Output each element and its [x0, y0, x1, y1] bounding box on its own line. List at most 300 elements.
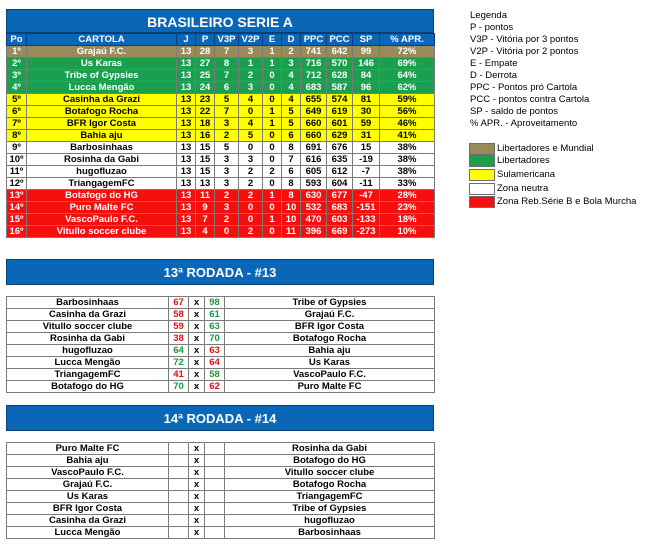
standings-cell-pos: 9º	[7, 142, 27, 154]
standings-cell-name: Bahia aju	[27, 130, 177, 142]
vs-separator: x	[189, 345, 205, 357]
standings-cell-pcc: 570	[327, 58, 353, 70]
column-header: D	[282, 34, 301, 46]
standings-cell-p: 13	[196, 178, 215, 190]
vs-separator: x	[189, 455, 205, 467]
standings-cell-sp: -273	[353, 226, 380, 238]
standings-cell-v3p: 7	[215, 70, 239, 82]
standings-cell-d: 7	[282, 154, 301, 166]
home-team: Lucca Mengão	[7, 357, 169, 369]
match-row	[7, 369, 435, 381]
standings-header-row	[7, 34, 435, 46]
standings-cell-p: 9	[196, 202, 215, 214]
home-team: hugofluzao	[7, 345, 169, 357]
home-team: Casinha da Grazi	[7, 309, 169, 321]
standings-cell-v2p: 2	[239, 166, 263, 178]
home-score	[169, 467, 189, 479]
standings-cell-p: 11	[196, 190, 215, 202]
vs-separator: x	[189, 357, 205, 369]
standings-cell-ppc: 716	[301, 58, 327, 70]
standings-cell-pcc: 628	[327, 70, 353, 82]
standings-cell-pcc: 683	[327, 202, 353, 214]
zone-swatch-relegation	[469, 196, 495, 208]
standings-cell-sp: 96	[353, 82, 380, 94]
standings-cell-ppc: 660	[301, 130, 327, 142]
standings-cell-sp: -7	[353, 166, 380, 178]
legend-item: SP - saldo de pontos	[470, 106, 559, 117]
standings-cell-name: VascoPaulo F.C.	[27, 214, 177, 226]
column-header: J	[177, 34, 196, 46]
column-header: PPC	[301, 34, 327, 46]
standings-cell-j: 13	[177, 154, 196, 166]
standings-cell-j: 13	[177, 166, 196, 178]
home-score: 38	[169, 333, 189, 345]
standings-cell-p: 27	[196, 58, 215, 70]
standings-cell-e: 1	[263, 106, 282, 118]
round-13-title: 13ª RODADA - #13	[6, 259, 434, 285]
standings-cell-name: Rosinha da Gabi	[27, 154, 177, 166]
standings-cell-sp: 146	[353, 58, 380, 70]
standings-cell-name: Us Karas	[27, 58, 177, 70]
home-score: 72	[169, 357, 189, 369]
standings-cell-pos: 12º	[7, 178, 27, 190]
standings-cell-e: 0	[263, 130, 282, 142]
standings-cell-v3p: 3	[215, 202, 239, 214]
zone-label: Zona Reb.Série B e Bola Murcha	[497, 196, 637, 207]
standings-cell-name: Tribe of Gypsies	[27, 70, 177, 82]
match-row	[7, 321, 435, 333]
zone-swatch-neutral	[469, 183, 495, 195]
standings-cell-v2p: 1	[239, 58, 263, 70]
standings-row	[7, 82, 435, 94]
away-score	[205, 503, 225, 515]
standings-cell-sp: -47	[353, 190, 380, 202]
standings-cell-apr: 72%	[380, 46, 435, 58]
standings-cell-name: Botafogo do HG	[27, 190, 177, 202]
standings-cell-ppc: 712	[301, 70, 327, 82]
match-row	[7, 467, 435, 479]
match-row	[7, 333, 435, 345]
round-14-table	[6, 442, 435, 539]
zone-label: Zona neutra	[497, 183, 549, 194]
standings-cell-p: 15	[196, 154, 215, 166]
legend-item: PCC - pontos contra Cartola	[470, 94, 590, 105]
standings-cell-v3p: 5	[215, 142, 239, 154]
home-score	[169, 443, 189, 455]
standings-cell-ppc: 593	[301, 178, 327, 190]
home-team: TriangagemFC	[7, 369, 169, 381]
standings-cell-sp: -19	[353, 154, 380, 166]
standings-cell-v3p: 3	[215, 178, 239, 190]
standings-row	[7, 118, 435, 130]
standings-cell-v2p: 4	[239, 94, 263, 106]
home-score: 67	[169, 297, 189, 309]
standings-row	[7, 142, 435, 154]
standings-cell-d: 8	[282, 178, 301, 190]
standings-cell-e: 0	[263, 202, 282, 214]
home-team: VascoPaulo F.C.	[7, 467, 169, 479]
standings-cell-pcc: 604	[327, 178, 353, 190]
standings-cell-pcc: 635	[327, 154, 353, 166]
standings-cell-j: 13	[177, 142, 196, 154]
standings-cell-name: Vitullo soccer clube	[27, 226, 177, 238]
standings-table	[6, 33, 435, 238]
standings-cell-e: 1	[263, 58, 282, 70]
home-team: Rosinha da Gabi	[7, 333, 169, 345]
standings-cell-v2p: 0	[239, 214, 263, 226]
standings-cell-pcc: 619	[327, 106, 353, 118]
standings-cell-pos: 4º	[7, 82, 27, 94]
zone-swatch-libertadores	[469, 155, 495, 167]
standings-cell-v2p: 4	[239, 118, 263, 130]
round-14-title: 14ª RODADA - #14	[6, 405, 434, 431]
home-score	[169, 491, 189, 503]
standings-cell-v2p: 0	[239, 202, 263, 214]
away-team: Barbosinhaas	[225, 527, 435, 539]
standings-cell-ppc: 655	[301, 94, 327, 106]
standings-cell-d: 4	[282, 70, 301, 82]
standings-row	[7, 106, 435, 118]
standings-row	[7, 70, 435, 82]
away-score	[205, 491, 225, 503]
match-row	[7, 455, 435, 467]
standings-cell-e: 0	[263, 94, 282, 106]
away-score	[205, 515, 225, 527]
standings-cell-j: 13	[177, 106, 196, 118]
home-score	[169, 455, 189, 467]
standings-cell-pos: 16º	[7, 226, 27, 238]
home-score: 70	[169, 381, 189, 393]
column-header: PCC	[327, 34, 353, 46]
standings-cell-apr: 62%	[380, 82, 435, 94]
standings-cell-d: 6	[282, 166, 301, 178]
away-score: 63	[205, 321, 225, 333]
zone-label: Libertadores e Mundial	[497, 143, 594, 154]
column-header: V3P	[215, 34, 239, 46]
away-score: 98	[205, 297, 225, 309]
standings-cell-e: 0	[263, 70, 282, 82]
standings-cell-v2p: 0	[239, 106, 263, 118]
standings-cell-j: 13	[177, 94, 196, 106]
standings-cell-d: 2	[282, 46, 301, 58]
away-score: 63	[205, 345, 225, 357]
match-row	[7, 345, 435, 357]
standings-cell-e: 1	[263, 190, 282, 202]
standings-cell-ppc: 660	[301, 118, 327, 130]
standings-cell-pos: 10º	[7, 154, 27, 166]
standings-cell-sp: 59	[353, 118, 380, 130]
away-team: Puro Malte FC	[225, 381, 435, 393]
zone-label: Libertadores	[497, 155, 550, 166]
away-team: Bahia aju	[225, 345, 435, 357]
standings-cell-e: 1	[263, 46, 282, 58]
standings-cell-e: 0	[263, 82, 282, 94]
legend-title: Legenda	[470, 10, 507, 21]
standings-row	[7, 46, 435, 58]
away-score	[205, 443, 225, 455]
standings-cell-p: 18	[196, 118, 215, 130]
away-score: 58	[205, 369, 225, 381]
standings-cell-pcc: 669	[327, 226, 353, 238]
home-team: Casinha da Grazi	[7, 515, 169, 527]
standings-cell-p: 22	[196, 106, 215, 118]
standings-cell-pos: 5º	[7, 94, 27, 106]
standings-cell-d: 8	[282, 142, 301, 154]
standings-cell-apr: 46%	[380, 118, 435, 130]
home-team: BFR Igor Costa	[7, 503, 169, 515]
standings-cell-j: 13	[177, 202, 196, 214]
standings-cell-apr: 10%	[380, 226, 435, 238]
standings-cell-pos: 8º	[7, 130, 27, 142]
standings-cell-apr: 41%	[380, 130, 435, 142]
standings-cell-j: 13	[177, 178, 196, 190]
away-team: hugofluzao	[225, 515, 435, 527]
standings-cell-p: 23	[196, 94, 215, 106]
standings-cell-pcc: 612	[327, 166, 353, 178]
away-team: Grajaú F.C.	[225, 309, 435, 321]
away-score	[205, 527, 225, 539]
standings-cell-name: BFR Igor Costa	[27, 118, 177, 130]
home-score: 64	[169, 345, 189, 357]
standings-cell-name: Casinha da Grazi	[27, 94, 177, 106]
column-header: SP	[353, 34, 380, 46]
zone-swatch-sulamericana	[469, 169, 495, 181]
vs-separator: x	[189, 321, 205, 333]
standings-cell-p: 16	[196, 130, 215, 142]
standings-cell-pos: 15º	[7, 214, 27, 226]
standings-cell-v3p: 8	[215, 58, 239, 70]
standings-cell-v2p: 2	[239, 190, 263, 202]
column-header: P	[196, 34, 215, 46]
match-row	[7, 309, 435, 321]
standings-cell-pos: 2º	[7, 58, 27, 70]
match-row	[7, 357, 435, 369]
vs-separator: x	[189, 503, 205, 515]
standings-cell-p: 24	[196, 82, 215, 94]
standings-row	[7, 154, 435, 166]
standings-cell-apr: 38%	[380, 166, 435, 178]
standings-row	[7, 226, 435, 238]
standings-cell-v3p: 2	[215, 130, 239, 142]
standings-row	[7, 58, 435, 70]
vs-separator: x	[189, 381, 205, 393]
home-team: Bahia aju	[7, 455, 169, 467]
home-team: Botafogo do HG	[7, 381, 169, 393]
standings-cell-p: 15	[196, 142, 215, 154]
away-team: Tribe of Gypsies	[225, 503, 435, 515]
standings-row	[7, 94, 435, 106]
vs-separator: x	[189, 309, 205, 321]
legend	[470, 10, 589, 130]
round-13-table	[6, 296, 435, 393]
standings-cell-apr: 23%	[380, 202, 435, 214]
home-team: Us Karas	[7, 491, 169, 503]
away-team: Vitullo soccer clube	[225, 467, 435, 479]
standings-cell-j: 13	[177, 214, 196, 226]
standings-cell-d: 8	[282, 190, 301, 202]
match-row	[7, 503, 435, 515]
standings-cell-v2p: 0	[239, 142, 263, 154]
standings-cell-sp: -11	[353, 178, 380, 190]
away-team: Us Karas	[225, 357, 435, 369]
standings-cell-p: 15	[196, 166, 215, 178]
home-team: Grajaú F.C.	[7, 479, 169, 491]
home-score: 59	[169, 321, 189, 333]
standings-cell-v3p: 6	[215, 82, 239, 94]
standings-cell-pos: 11º	[7, 166, 27, 178]
standings-cell-d: 10	[282, 214, 301, 226]
away-team: VascoPaulo F.C.	[225, 369, 435, 381]
home-score	[169, 515, 189, 527]
standings-cell-v3p: 3	[215, 118, 239, 130]
zone-label: Sulamericana	[497, 169, 556, 180]
standings-cell-p: 28	[196, 46, 215, 58]
standings-cell-pos: 14º	[7, 202, 27, 214]
standings-cell-v3p: 3	[215, 154, 239, 166]
standings-cell-name: Botafogo Rocha	[27, 106, 177, 118]
home-score: 58	[169, 309, 189, 321]
away-team: TriangagemFC	[225, 491, 435, 503]
standings-cell-apr: 56%	[380, 106, 435, 118]
standings-cell-ppc: 649	[301, 106, 327, 118]
standings-cell-v3p: 7	[215, 46, 239, 58]
standings-cell-sp: 99	[353, 46, 380, 58]
standings-cell-ppc: 741	[301, 46, 327, 58]
standings-cell-pcc: 603	[327, 214, 353, 226]
standings-cell-pos: 7º	[7, 118, 27, 130]
vs-separator: x	[189, 479, 205, 491]
standings-cell-pos: 1º	[7, 46, 27, 58]
standings-cell-sp: 15	[353, 142, 380, 154]
standings-cell-v3p: 0	[215, 226, 239, 238]
standings-cell-p: 7	[196, 214, 215, 226]
standings-cell-ppc: 691	[301, 142, 327, 154]
standings-cell-ppc: 616	[301, 154, 327, 166]
standings-cell-pos: 6º	[7, 106, 27, 118]
standings-cell-ppc: 532	[301, 202, 327, 214]
standings-cell-v2p: 2	[239, 226, 263, 238]
standings-cell-e: 1	[263, 214, 282, 226]
home-score: 41	[169, 369, 189, 381]
home-team: Lucca Mengão	[7, 527, 169, 539]
standings-cell-e: 2	[263, 166, 282, 178]
standings-cell-pcc: 677	[327, 190, 353, 202]
away-team: Botafogo Rocha	[225, 479, 435, 491]
vs-separator: x	[189, 369, 205, 381]
away-team: Tribe of Gypsies	[225, 297, 435, 309]
standings-cell-d: 5	[282, 106, 301, 118]
standings-cell-sp: -151	[353, 202, 380, 214]
standings-cell-j: 13	[177, 190, 196, 202]
vs-separator: x	[189, 333, 205, 345]
standings-cell-v2p: 3	[239, 46, 263, 58]
home-score	[169, 503, 189, 515]
standings-cell-d: 3	[282, 58, 301, 70]
away-score	[205, 479, 225, 491]
standings-cell-e: 1	[263, 118, 282, 130]
column-header: CARTOLA	[27, 34, 177, 46]
column-header: Po	[7, 34, 27, 46]
standings-cell-sp: -133	[353, 214, 380, 226]
standings-cell-apr: 33%	[380, 178, 435, 190]
standings-cell-name: Barbosinhaas	[27, 142, 177, 154]
standings-cell-d: 10	[282, 202, 301, 214]
match-row	[7, 381, 435, 393]
away-score: 61	[205, 309, 225, 321]
standings-cell-name: Lucca Mengão	[27, 82, 177, 94]
vs-separator: x	[189, 515, 205, 527]
standings-cell-apr: 69%	[380, 58, 435, 70]
standings-cell-v3p: 7	[215, 106, 239, 118]
standings-cell-v2p: 5	[239, 130, 263, 142]
standings-cell-sp: 81	[353, 94, 380, 106]
standings-cell-d: 11	[282, 226, 301, 238]
standings-cell-v2p: 2	[239, 70, 263, 82]
match-row	[7, 515, 435, 527]
standings-cell-v3p: 5	[215, 94, 239, 106]
away-team: Botafogo do HG	[225, 455, 435, 467]
standings-cell-sp: 31	[353, 130, 380, 142]
home-score	[169, 527, 189, 539]
standings-cell-e: 0	[263, 154, 282, 166]
standings-cell-apr: 38%	[380, 142, 435, 154]
standings-cell-pcc: 629	[327, 130, 353, 142]
standings-cell-name: Puro Malte FC	[27, 202, 177, 214]
standings-cell-ppc: 470	[301, 214, 327, 226]
column-header: E	[263, 34, 282, 46]
away-team: BFR Igor Costa	[225, 321, 435, 333]
standings-cell-j: 13	[177, 130, 196, 142]
standings-cell-e: 0	[263, 142, 282, 154]
vs-separator: x	[189, 527, 205, 539]
standings-cell-name: TriangagemFC	[27, 178, 177, 190]
standings-cell-j: 13	[177, 118, 196, 130]
legend-item: % APR. - Aproveitamento	[470, 118, 578, 129]
standings-cell-name: Grajaú F.C.	[27, 46, 177, 58]
legend-item: P - pontos	[470, 22, 514, 33]
match-row	[7, 479, 435, 491]
standings-cell-j: 13	[177, 46, 196, 58]
standings-cell-ppc: 630	[301, 190, 327, 202]
standings-cell-v3p: 2	[215, 190, 239, 202]
standings-cell-name: hugofluzao	[27, 166, 177, 178]
home-score	[169, 479, 189, 491]
standings-cell-apr: 18%	[380, 214, 435, 226]
away-score	[205, 455, 225, 467]
standings-cell-v2p: 2	[239, 178, 263, 190]
standings-row	[7, 190, 435, 202]
league-title: BRASILEIRO SERIE A	[6, 9, 434, 33]
standings-cell-apr: 59%	[380, 94, 435, 106]
match-row	[7, 297, 435, 309]
standings-cell-apr: 38%	[380, 154, 435, 166]
match-row	[7, 491, 435, 503]
standings-cell-j: 13	[177, 82, 196, 94]
legend-item: V3P - Vitória por 3 pontos	[470, 34, 579, 45]
standings-row	[7, 214, 435, 226]
standings-cell-j: 13	[177, 70, 196, 82]
match-row	[7, 443, 435, 455]
standings-cell-pcc: 587	[327, 82, 353, 94]
standings-cell-pos: 13º	[7, 190, 27, 202]
standings-cell-ppc: 683	[301, 82, 327, 94]
match-row	[7, 527, 435, 539]
standings-cell-pcc: 574	[327, 94, 353, 106]
vs-separator: x	[189, 443, 205, 455]
away-score: 62	[205, 381, 225, 393]
standings-cell-d: 5	[282, 118, 301, 130]
away-score	[205, 467, 225, 479]
